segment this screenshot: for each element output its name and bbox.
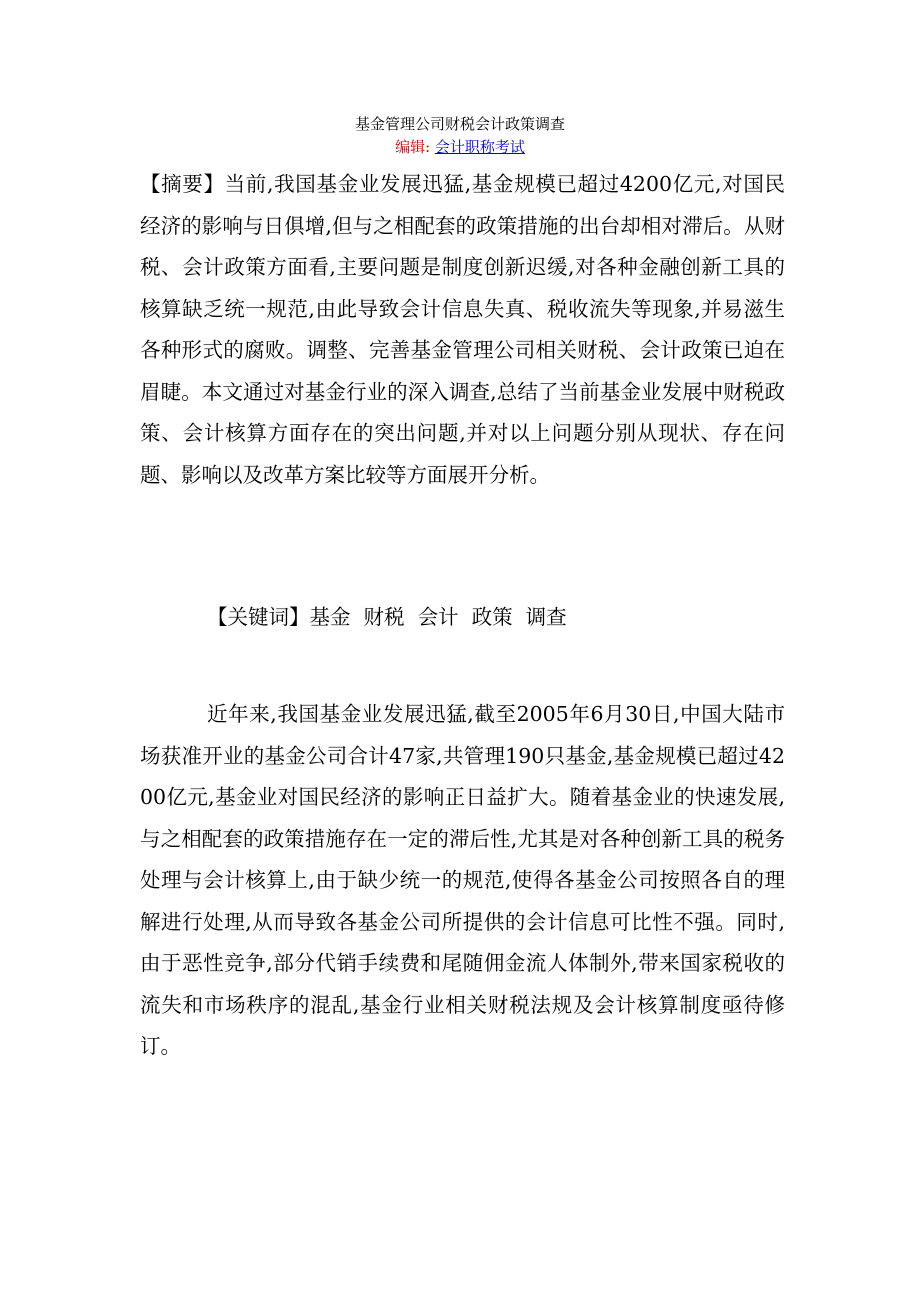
editor-label: 编辑: (395, 138, 435, 156)
abstract-text: 当前,我国基金业发展迅猛,基金规模已超过4200亿元,对国民经济的影响与日俱增,但与之相配套的政策措施的出台却相对滞后。从财税、会计政策方面看,主要问题是制度创新迟缓,对各种金融创新工具的核算缺乏统一规范,由此导致会计信息失真、税收流失等现象,并易滋生各种形式的腐败。调整、完善基金管理公司相关财税、会计政策已迫在眉睫。本文通过对基金行业的深入调查,总结了当前基金业发展中财税政策、会计核算方面存在的突出问题,并对以上问题分别从现状、存在问题、影响以及改革方案比较等方面展开分析。 (140, 172, 786, 487)
abstract-paragraph (140, 164, 785, 496)
document-title: 基金管理公司财税会计政策调查 (354, 115, 565, 133)
keywords-line (207, 597, 567, 639)
intro-paragraph: 近年来,我国基金业发展迅猛,截至2005年6月30日,中国大陆市场获准开业的基金公司合计47家,共管理190只基金,基金规模已超过4200亿元,基金业对国民经济的影响正日益扩大。随着基金业的快速发展,与之相配套的政策措施存在一定的滞后性,尤其是对各种创新工具的税务处理与会计核算上,由于缺少统一的规范,使得各基金公司按照各自的理解进行处理,从而导致各基金公司所提供的会计信息可比性不强。同时,由于恶性竞争,部分代销手续费和尾随佣金流人体制外,带来国家税收的流失和市场秩序的混乱,基金行业相关财税法规及会计核算制度亟待修订。 (140, 702, 785, 1058)
keywords-text: 基金 财税 会计 政策 调查 (309, 605, 567, 629)
editor-link[interactable]: 会计职称考试 (434, 138, 525, 156)
abstract-label: 【摘要】 (140, 172, 225, 196)
keywords-label: 【关键词】 (207, 605, 310, 629)
editor-line (0, 137, 920, 157)
